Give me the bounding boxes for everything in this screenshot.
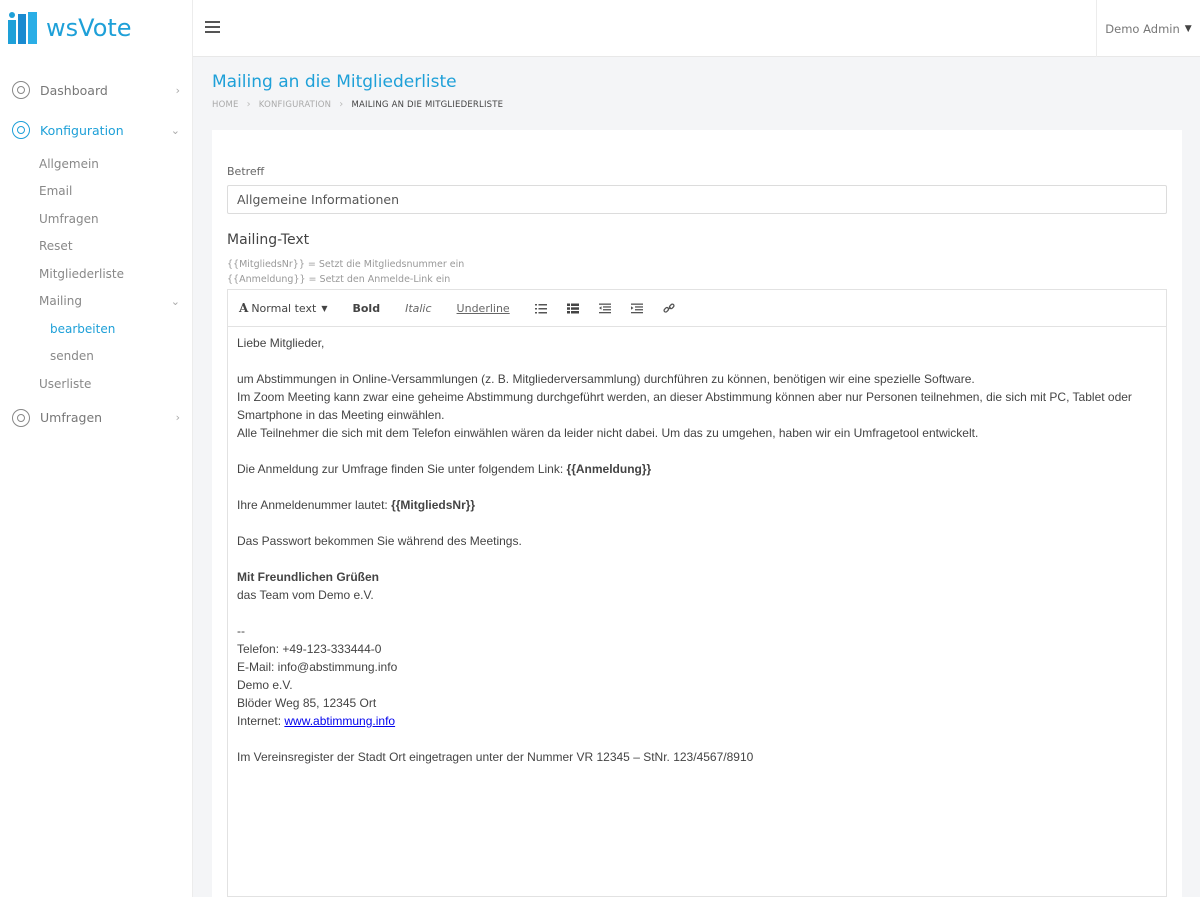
logo[interactable] [0, 0, 192, 56]
editor-paragraph-3: Alle Teilnehmer die sich mit dem Telefon einwählen wären da leider nicht dabei. Um das zu umgehen, haben wir ein Umfragetool entwickelt. [237, 426, 979, 440]
editor-paragraph-1: um Abstimmungen in Online-Versammlungen (z. B. Mitgliederversammlung) durchführen zu können, benötigen wir eine spezielle Software. [237, 372, 975, 386]
sidebar-subitem-mailing[interactable] [0, 288, 192, 316]
breadcrumb [212, 99, 503, 110]
editor-team: das Team vom Demo e.V. [237, 588, 374, 602]
sidebar-subitem-reset[interactable] [0, 233, 192, 261]
font-icon: A [239, 301, 249, 315]
sidebar-item-label: Dashboard [40, 82, 108, 98]
numbered-list-icon[interactable] [567, 303, 579, 314]
breadcrumb-home[interactable]: HOME [212, 99, 239, 110]
bold-button[interactable]: Bold [352, 301, 381, 315]
text-format-label: Normal text [251, 301, 317, 315]
editor-signature-separator: -- [237, 624, 245, 638]
subject-input[interactable] [227, 185, 1167, 214]
underline-button[interactable]: Underline [456, 301, 510, 315]
outdent-icon[interactable] [599, 303, 611, 314]
sidebar-item-dashboard[interactable] [0, 70, 192, 110]
subject-label: Betreff [227, 165, 265, 178]
sidebar-subitem-label: Userliste [39, 376, 92, 391]
sidebar-subitem-label: Allgemein [39, 156, 99, 171]
mailing-text-title: Mailing-Text [227, 232, 310, 248]
editor-closing [237, 568, 1157, 586]
logo-icon [8, 12, 40, 44]
chevron-down-icon: ⌄ [170, 294, 180, 308]
text-format-dropdown[interactable] [239, 301, 327, 315]
number-placeholder: {{MitgliedsNr}} [391, 498, 476, 512]
sidebar-subitem-allgemein[interactable] [0, 150, 192, 178]
settings-icon [12, 121, 30, 139]
sidebar-subitem-label: Mailing [39, 294, 82, 309]
chevron-down-icon: ▼ [1184, 23, 1192, 34]
survey-icon [12, 409, 30, 427]
editor-org: Demo e.V. [237, 678, 293, 692]
sidebar-item-label: Konfiguration [40, 122, 124, 138]
editor-email: E-Mail: info@abstimmung.info [237, 660, 398, 674]
chevron-right-icon: › [246, 99, 251, 110]
editor-greeting: Liebe Mitglieder, [237, 336, 325, 350]
placeholder-hint-mitgliedsnr: {{MitgliedsNr}} = Setzt die Mitgliedsnummer ein [227, 259, 465, 270]
chevron-down-icon: ▼ [321, 303, 328, 313]
page-title: Mailing an die Mitgliederliste [212, 72, 457, 92]
bulleted-list-icon[interactable] [535, 303, 547, 314]
editor-internet [237, 712, 1157, 730]
sidebar-subitem-label: Umfragen [39, 211, 99, 226]
sidebar-nav [0, 70, 192, 438]
sidebar-subitem-label: Email [39, 184, 73, 199]
sidebar-subitem-mailing-bearbeiten[interactable] [0, 315, 192, 343]
login-text: Die Anmeldung zur Umfrage finden Sie unter folgendem Link: [237, 462, 567, 476]
italic-button[interactable]: Italic [405, 301, 432, 315]
chevron-right-icon: › [339, 99, 344, 110]
sidebar-subitem-label: senden [50, 349, 94, 364]
sidebar-subitem-label: bearbeiten [50, 321, 116, 336]
chevron-down-icon: ⌄ [170, 123, 180, 137]
editor-register: Im Vereinsregister der Stadt Ort eingetragen unter der Nummer VR 12345 – StNr. 123/4567/8910 [237, 750, 754, 764]
mailing-text-editor[interactable] [227, 326, 1167, 897]
topbar [193, 0, 1200, 57]
login-placeholder: {{Anmeldung}} [566, 462, 652, 476]
indent-icon[interactable] [631, 303, 643, 314]
chevron-right-icon: › [175, 411, 180, 424]
sidebar-subitem-userliste[interactable] [0, 370, 192, 398]
chevron-right-icon: › [175, 83, 180, 97]
mailing-form-card [212, 130, 1182, 897]
editor-address: Blöder Weg 85, 12345 Ort [237, 696, 377, 710]
internet-link[interactable]: www.abtimmung.info [284, 714, 396, 728]
menu-toggle-icon[interactable] [205, 21, 220, 33]
sidebar-subitem-mitgliederliste[interactable] [0, 260, 192, 288]
sidebar-subitem-email[interactable] [0, 178, 192, 206]
placeholder-hint-anmeldung: {{Anmeldung}} = Setzt den Anmelde-Link ein [227, 274, 451, 285]
link-icon[interactable] [663, 303, 675, 314]
breadcrumb-config[interactable]: KONFIGURATION [258, 99, 332, 110]
sidebar-item-label: Umfragen [40, 410, 103, 425]
user-name: Demo Admin [1105, 21, 1180, 36]
closing-text: Mit Freundlichen Grüßen [237, 570, 380, 584]
editor-phone: Telefon: +49-123-333444-0 [237, 642, 382, 656]
sidebar-item-konfiguration[interactable] [0, 110, 192, 150]
sidebar [0, 0, 193, 897]
sidebar-subitem-label: Mitgliederliste [39, 266, 125, 281]
dashboard-icon [12, 81, 30, 99]
editor-toolbar [227, 289, 1167, 326]
user-menu[interactable] [1096, 0, 1200, 57]
sidebar-subitem-label: Reset [39, 239, 73, 254]
number-text: Ihre Anmeldenummer lautet: [237, 498, 392, 512]
internet-label: Internet: [237, 714, 285, 728]
app-name: wsVote [46, 14, 132, 42]
editor-login-line [237, 460, 1157, 478]
sidebar-item-umfragen[interactable] [0, 398, 192, 438]
breadcrumb-current: MAILING AN DIE MITGLIEDERLISTE [351, 99, 504, 110]
editor-number-line [237, 496, 1157, 514]
sidebar-subitem-umfragen[interactable] [0, 205, 192, 233]
editor-paragraph-2: Im Zoom Meeting kann zwar eine geheime Abstimmung durchgeführt werden, an dieser Abstimmung können aber nur Personen teilnehmen, die sich mit PC, Tablet oder Smartphone in das Meeting einwählen. [237, 390, 1132, 422]
sidebar-subitem-mailing-senden[interactable] [0, 343, 192, 371]
editor-password-line: Das Passwort bekommen Sie während des Meetings. [237, 534, 522, 548]
